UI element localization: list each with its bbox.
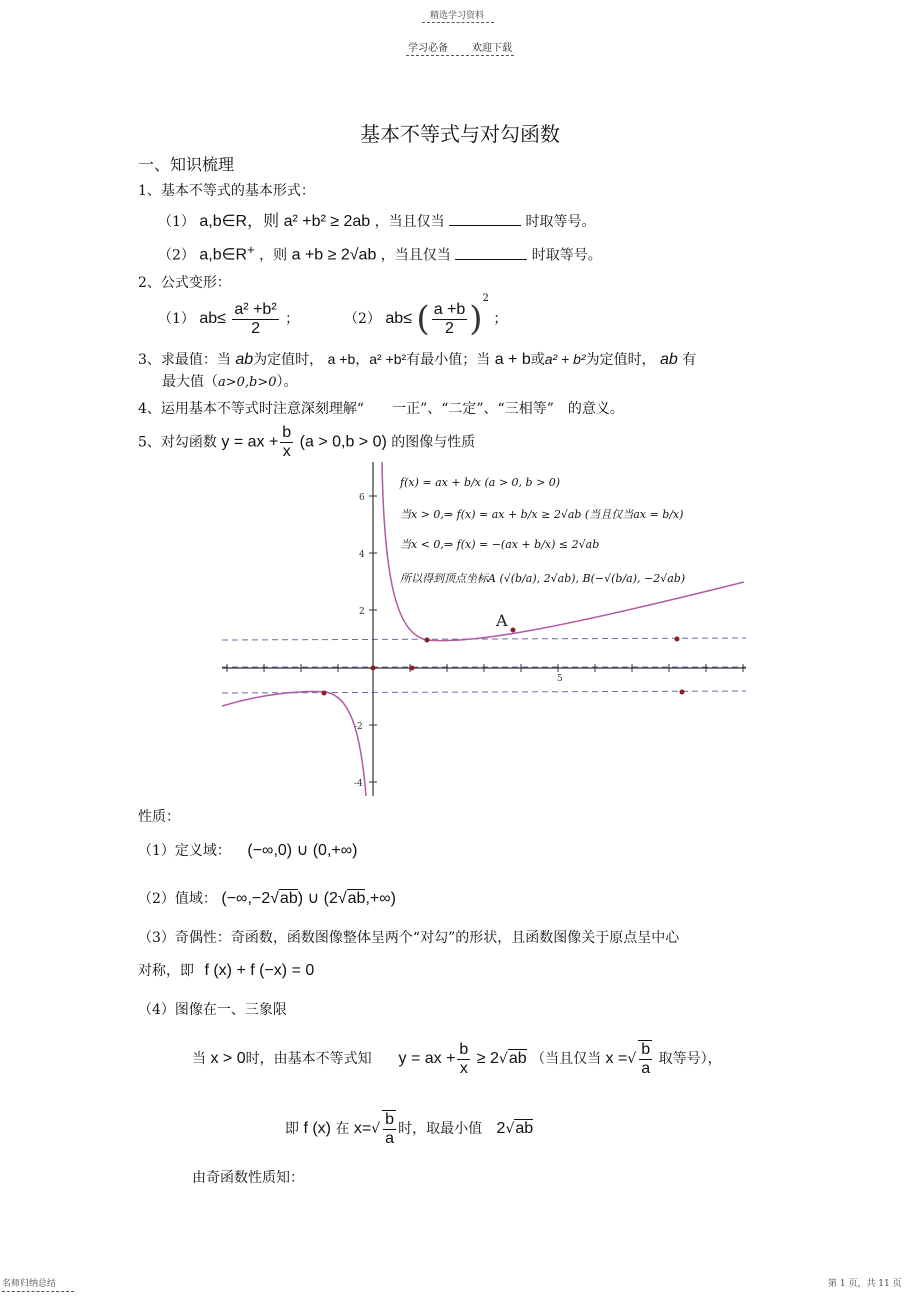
property-3-line-2 bbox=[138, 960, 314, 980]
graph-annotation-1: f(x) = ax + b/x (a > 0, b > 0) bbox=[400, 476, 561, 489]
item-2-2-fraction: $\frac{a +b}{2}$ bbox=[433, 300, 466, 337]
item-3-line2-text: 最大值（ bbox=[162, 374, 218, 390]
top-note-divider bbox=[422, 22, 494, 23]
properties-heading: 性质： bbox=[138, 809, 180, 825]
item-1-heading: 1、基本不等式的基本形式： bbox=[138, 183, 315, 199]
item-2-heading: 2、公式变形： bbox=[138, 275, 231, 291]
property-4-line-1: 当 x > 0时，由基本不等式知 y = ax + $\frac{b}{x}$ ≥ 2√ab （当且仅当 x =√ $\frac{b}{a}$ 取等号）， bbox=[192, 1040, 722, 1077]
item-3-h: 为定值时， bbox=[585, 352, 656, 368]
item-1-2-blank bbox=[455, 245, 527, 260]
item-2-1-fraction: $\frac{\text{a² +b²}}{2}$ bbox=[234, 300, 277, 337]
graph-annotation-3: 当x < 0,⇒ f(x) = −(ax + b/x) ≤ 2√ab bbox=[400, 538, 600, 551]
graph-annotation-4: 所以得到顶点坐标A (√(b/a), 2√ab), B(−√(b/a), −2√ab) bbox=[400, 572, 686, 585]
item-3-end: ）。 bbox=[276, 374, 298, 390]
hook-expression: y = ax + bbox=[398, 1050, 456, 1067]
header-left: 学习必备 bbox=[408, 43, 448, 54]
property-4-line-3: 由奇函数性质知： bbox=[192, 1170, 304, 1186]
property-2 bbox=[138, 888, 396, 908]
item-2-1-num: （1） bbox=[158, 311, 195, 327]
footer-divider bbox=[2, 1291, 74, 1292]
top-note: 精选学习资料 bbox=[430, 11, 485, 21]
item-3-g: a² + b² bbox=[544, 351, 586, 367]
point-a-label: A bbox=[496, 611, 508, 630]
property-1-value: (−∞,0) ∪ (0,+∞) bbox=[247, 842, 358, 859]
item-1-1-end: 时取等号。 bbox=[525, 214, 596, 230]
graph-annotation-2: 当x > 0,⇒ f(x) = ax + b/x ≥ 2√ab (当且仅当ax = b/x) bbox=[400, 508, 684, 521]
item-1-1-tail: ，当且仅当 bbox=[374, 214, 445, 230]
item-3-b: 为定值时， bbox=[253, 352, 324, 368]
item-3-c: a +b，a² +b² bbox=[327, 351, 407, 367]
property-3-expr: f (x) + f (−x) = 0 bbox=[204, 962, 315, 979]
item-3-a: 3、求最值：当 bbox=[138, 352, 231, 368]
item-3-cond: a>0,b>0 bbox=[218, 375, 277, 390]
y-tick-2: 2 bbox=[359, 607, 365, 617]
item-3-i: ab bbox=[660, 351, 678, 368]
item-2-2-num: （2） bbox=[344, 311, 381, 327]
left-paren: ( bbox=[416, 299, 430, 339]
item-1-1-cond: a,b∈R，则 bbox=[199, 213, 280, 230]
y-tick-neg2: -2 bbox=[354, 722, 363, 732]
item-1-1-num: （1） bbox=[158, 214, 195, 230]
item-5 bbox=[138, 424, 475, 461]
item-3-j: 有 bbox=[682, 352, 697, 368]
item-2-2-lhs: ab≤ bbox=[385, 310, 412, 327]
item-1-1-blank bbox=[449, 211, 521, 226]
item-1-2-cond: a,b∈R bbox=[199, 246, 248, 264]
page-number: 第 1 页，共 11 页 bbox=[828, 1279, 902, 1289]
min-point-fraction: $\frac{b}{a}$ bbox=[382, 1110, 396, 1148]
item-2-2-semicolon: ； bbox=[493, 311, 508, 327]
item-2-1-lhs: ab≤ bbox=[199, 310, 226, 327]
origin-point bbox=[371, 666, 376, 671]
right-paren: ) bbox=[469, 299, 483, 339]
item-5-end: 的图像与性质 bbox=[391, 434, 476, 451]
item-3-ab: ab bbox=[235, 351, 254, 368]
item-1-1-formula: a² +b² ≥ 2ab bbox=[283, 213, 371, 230]
item-5-cond: (a > 0,b > 0) bbox=[299, 433, 387, 451]
property-4: （4）图像在一、三象限 bbox=[138, 1002, 287, 1018]
header-divider bbox=[406, 55, 514, 56]
property-1-label: （1）定义域： bbox=[138, 843, 231, 859]
item-3-line-1 bbox=[138, 349, 696, 369]
asymptote-point-upper bbox=[675, 637, 680, 642]
y-tick-4: 4 bbox=[359, 550, 365, 560]
y-tick-neg4: -4 bbox=[354, 779, 363, 789]
square-exponent: 2 bbox=[482, 293, 489, 304]
property-1 bbox=[138, 840, 357, 860]
equality-fraction: $\frac{b}{a}$ bbox=[638, 1040, 652, 1078]
y-tick-6: 6 bbox=[359, 493, 365, 503]
item-3-d: 有最小值；当 bbox=[406, 352, 491, 368]
item-3-line-2 bbox=[162, 371, 298, 391]
left-branch-curve bbox=[222, 692, 366, 796]
item-4: 4、运用基本不等式时注意深刻理解“ 一正”、“二定”、“三相等” 的意义。 bbox=[138, 401, 624, 417]
item-1-2-formula: a +b ≥ 2√ab bbox=[291, 246, 377, 264]
item-1-2 bbox=[158, 242, 602, 265]
header-right: 欢迎下载 bbox=[472, 43, 512, 54]
axis-point bbox=[410, 666, 415, 671]
vertex-point-b bbox=[322, 691, 327, 696]
hook-fraction: $\frac{b}{x}$ bbox=[459, 1040, 469, 1077]
item-5-fraction: $\frac{b}{x}$ bbox=[282, 424, 292, 460]
asymptote-point-lower bbox=[680, 690, 685, 695]
vertex-point bbox=[425, 638, 430, 643]
property-3-text: 对称，即 bbox=[138, 963, 194, 979]
property-2-label: （2）值域： bbox=[138, 891, 217, 907]
item-1-1 bbox=[158, 208, 596, 231]
item-2-formulas bbox=[158, 293, 507, 339]
item-5-expr: y = ax + bbox=[221, 433, 279, 451]
page-title: 基本不等式与对勾函数 bbox=[360, 122, 560, 146]
point-a bbox=[511, 628, 516, 633]
item-1-2-num: （2） bbox=[158, 247, 195, 264]
property-4-line-2: 即 f (x) 在 x=√ $\frac{b}{a}$ 时，取最小值 2√ab bbox=[285, 1111, 534, 1147]
property-2-value: (−∞,−2√ab) ∪ (2√ab,+∞) bbox=[221, 890, 396, 907]
condition-x: x > 0 bbox=[210, 1050, 246, 1067]
item-5-a: 5、对勾函数 bbox=[138, 434, 217, 451]
x-tick-5: 5 bbox=[557, 674, 563, 684]
item-1-2-then: ，则 bbox=[259, 247, 288, 264]
property-3-line-1: （3）奇偶性：奇函数，函数图像整体呈两个“对勾”的形状，且函数图像关于原点呈中心 bbox=[138, 930, 680, 946]
footer-left: 名师归纳总结 bbox=[2, 1279, 57, 1289]
hook-function-graph bbox=[222, 462, 746, 798]
section-heading: 一、知识梳理 bbox=[138, 155, 235, 174]
item-3-f: 或 bbox=[530, 352, 545, 368]
item-1-2-plus: + bbox=[247, 242, 255, 257]
item-3-e: a + b bbox=[494, 351, 531, 368]
item-1-2-end: 时取等号。 bbox=[531, 247, 602, 264]
item-1-2-tail: ，当且仅当 bbox=[380, 247, 451, 264]
item-2-1-semicolon: ； bbox=[285, 311, 300, 327]
